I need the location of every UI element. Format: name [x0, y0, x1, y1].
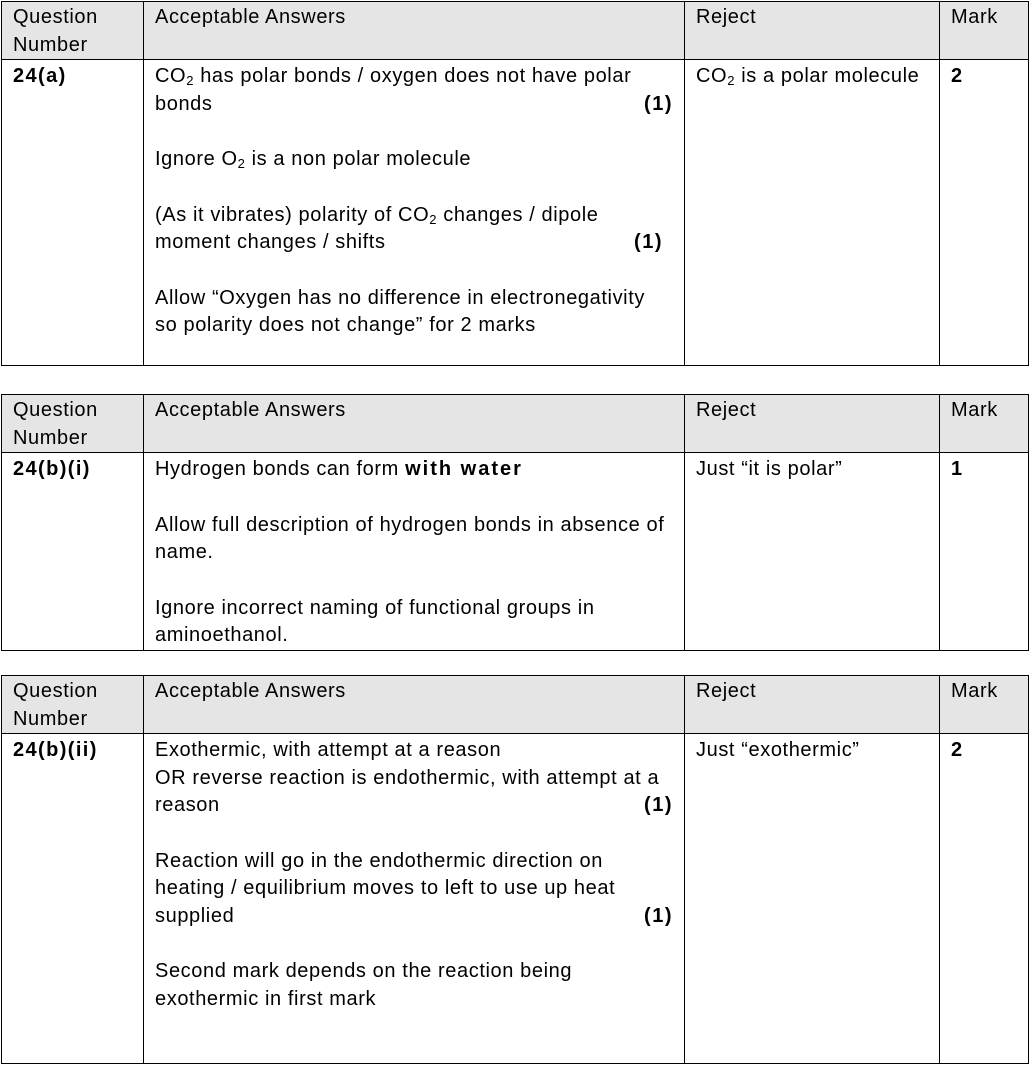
reject-cell: Just “it is polar”: [685, 453, 940, 651]
header-mark: Mark: [940, 395, 1029, 453]
answer-allow: Allow full description of hydrogen bonds in absence of name.: [155, 513, 665, 563]
answer-point-hydrogen-bonds: Hydrogen bonds can form with water: [155, 458, 523, 480]
mark-scheme-table-24bi: [1, 394, 1029, 651]
point-mark: (1): [644, 904, 673, 927]
answer-ignore: Ignore $O_2$ is a non polar molecule: [155, 148, 472, 171]
header-acceptable-answers: Acceptable Answers: [144, 395, 685, 453]
point-mark: (1): [644, 92, 673, 115]
table-row: [2, 734, 1029, 1064]
question-number: 24(b)(ii): [2, 734, 144, 1064]
answer-ignore: Ignore incorrect naming of functional groups in aminoethanol.: [155, 596, 595, 646]
answer-note: Second mark depends on the reaction being exothermic in first mark: [155, 960, 573, 1010]
answer-point-polar-bonds: $CO_2$ has polar bonds / oxygen does not have polar bonds (1): [155, 63, 673, 118]
table-header-row: [2, 676, 1029, 734]
header-mark: Mark: [940, 2, 1029, 60]
header-question-number: Question Number: [2, 2, 144, 60]
mark-scheme-table-24bii: [1, 675, 1029, 1064]
header-question-number: Question Number: [2, 395, 144, 453]
acceptable-answers-cell: [144, 453, 685, 651]
point-mark: (1): [644, 794, 673, 816]
reject-cell: Just “exothermic”: [685, 734, 940, 1064]
header-acceptable-answers: Acceptable Answers: [144, 676, 685, 734]
answer-allow: Allow “Oxygen has no difference in electronegativity so polarity does not change” for 2 marks: [155, 286, 645, 336]
question-number: 24(b)(i): [2, 453, 144, 651]
emphasis-text: with water: [405, 458, 523, 480]
table-header-row: [2, 2, 1029, 60]
answer-point-dipole: (As it vibrates) polarity of $CO_2$ changes / dipole moment changes / shifts (1): [155, 202, 673, 257]
header-mark: Mark: [940, 676, 1029, 734]
mark-cell: 2: [940, 60, 1029, 366]
header-question-number: Question Number: [2, 676, 144, 734]
header-acceptable-answers: Acceptable Answers: [144, 2, 685, 60]
header-reject: Reject: [685, 395, 940, 453]
mark-scheme-table-24a: [1, 1, 1029, 366]
question-number: 24(a): [2, 60, 144, 366]
header-reject: Reject: [685, 676, 940, 734]
reject-cell: $CO_2$ is a polar molecule: [685, 60, 940, 366]
table-header-row: [2, 395, 1029, 453]
mark-cell: 2: [940, 734, 1029, 1064]
mark-cell: 1: [940, 453, 1029, 651]
table-row: [2, 453, 1029, 651]
point-mark: (1): [634, 231, 663, 253]
table-row: [2, 60, 1029, 366]
acceptable-answers-cell: [144, 734, 685, 1064]
acceptable-answers-cell: [144, 60, 685, 366]
header-reject: Reject: [685, 2, 940, 60]
answer-point-exothermic: Exothermic, with attempt at a reason OR reverse reaction is endothermic, with attempt at a reason (1): [155, 737, 673, 820]
answer-point-equilibrium: Reaction will go in the endothermic direction on heating / equilibrium moves to left to use up heat supplied (1): [155, 848, 673, 931]
